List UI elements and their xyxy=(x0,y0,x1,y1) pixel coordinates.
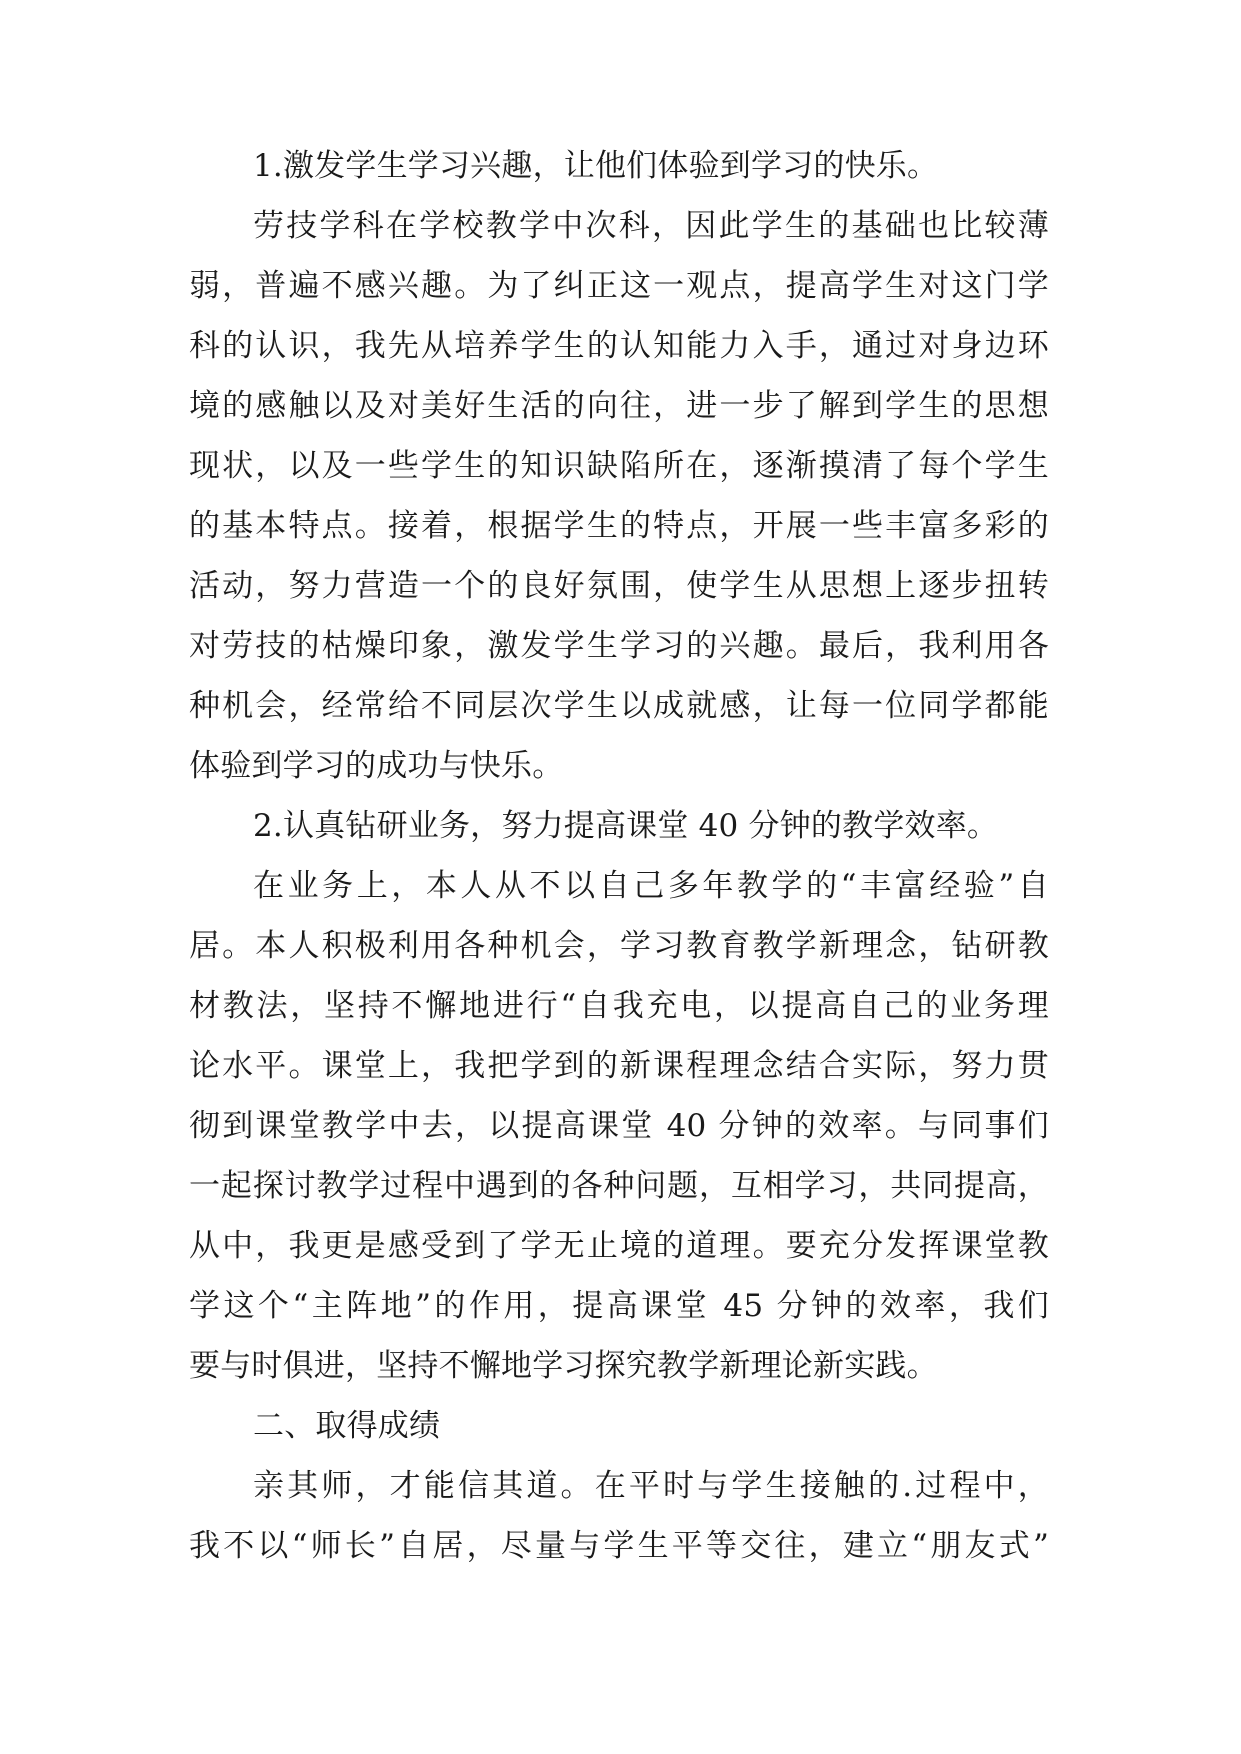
document-line: 1.激发学生学习兴趣，让他们体验到学习的快乐。 xyxy=(253,148,939,184)
document-line: 弱，普遍不感兴趣。为了纠正这一观点，提高学生对这门学 xyxy=(189,268,1049,304)
document-line: 体验到学习的成功与快乐。 xyxy=(189,748,564,784)
document-line: 一起探讨教学过程中遇到的各种问题，互相学习，共同提高， xyxy=(189,1168,1049,1204)
section-heading: 二、取得成绩 xyxy=(253,1408,441,1444)
document-line: 对劳技的枯燥印象，激发学生学习的兴趣。最后，我利用各 xyxy=(189,628,1049,664)
document-line: 在业务上，本人从不以自己多年教学的“丰富经验”自 xyxy=(253,868,1049,904)
document-line: 亲其师，才能信其道。在平时与学生接触的.过程中， xyxy=(253,1468,1049,1504)
document-line: 要与时俱进，坚持不懈地学习探究教学新理论新实践。 xyxy=(189,1348,938,1384)
document-line: 学这个“主阵地”的作用，提高课堂 45 分钟的效率，我们 xyxy=(189,1288,1049,1324)
document-line: 科的认识，我先从培养学生的认知能力入手，通过对身边环 xyxy=(189,328,1049,364)
document-line: 的基本特点。接着，根据学生的特点，开展一些丰富多彩的 xyxy=(189,508,1049,544)
document-line: 我不以“师长”自居，尽量与学生平等交往，建立“朋友式” xyxy=(189,1528,1049,1564)
document-line: 境的感触以及对美好生活的向往，进一步了解到学生的思想 xyxy=(189,388,1049,424)
document-line: 种机会，经常给不同层次学生以成就感，让每一位同学都能 xyxy=(189,688,1049,724)
document-line: 论水平。课堂上，我把学到的新课程理念结合实际，努力贯 xyxy=(189,1048,1049,1084)
document-line: 现状，以及一些学生的知识缺陷所在，逐渐摸清了每个学生 xyxy=(189,448,1049,484)
document-line: 材教法，坚持不懈地进行“自我充电，以提高自己的业务理 xyxy=(189,988,1049,1024)
document-line: 从中，我更是感受到了学无止境的道理。要充分发挥课堂教 xyxy=(189,1228,1049,1264)
document-line: 居。本人积极利用各种机会，学习教育教学新理念，钻研教 xyxy=(189,928,1049,964)
document-line: 2.认真钻研业务，努力提高课堂 40 分钟的教学效率。 xyxy=(253,808,999,844)
document-line: 劳技学科在学校教学中次科，因此学生的基础也比较薄 xyxy=(253,208,1049,244)
document-line: 彻到课堂教学中去，以提高课堂 40 分钟的效率。与同事们 xyxy=(189,1108,1049,1144)
document-line: 活动，努力营造一个的良好氛围，使学生从思想上逐步扭转 xyxy=(189,568,1049,604)
